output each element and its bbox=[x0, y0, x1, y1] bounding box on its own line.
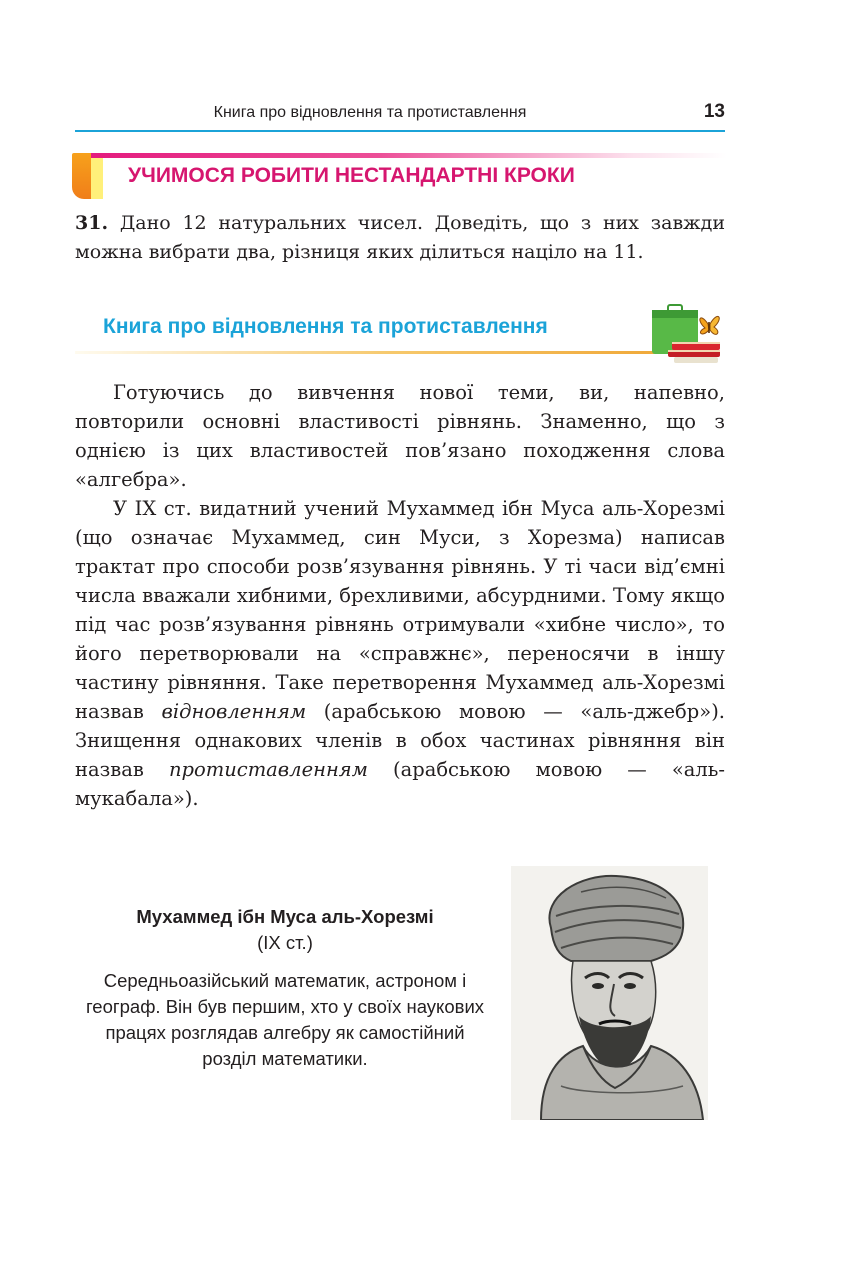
paragraph-2 bbox=[75, 494, 725, 813]
biography-period: (IX ст.) bbox=[257, 932, 313, 953]
portrait-image bbox=[511, 866, 708, 1120]
paragraph-2-part-a: У IX ст. видатний учений Мухаммед ібн Муса аль-Хорезмі (що означає Мухаммед, син Муси, з Хорезма) написав трактат про способи розв’язування рівнянь. У ті часи від’ємні числа вважали хибними, брехливими, абсурдними. Тому якщо під час розв’язування рівнянь отримували «хибне число», то його перетворювали на «справжнє», переносячи в іншу частину рівняння. Таке перетворення Мухаммед аль-Хорезмі назвав bbox=[75, 497, 725, 723]
article-body bbox=[75, 378, 725, 813]
paragraph-2-part-c: (арабською мовою — «аль-мукабала»). bbox=[75, 758, 725, 810]
term-protystavlennia: протиставленням bbox=[168, 758, 368, 781]
paragraph-2-part-b: (арабською мовою — «аль-джебр»). Знищення однакових членів в обох частинах рівняння він назвав bbox=[75, 700, 726, 781]
term-vidnovlennia: відновленням bbox=[161, 700, 307, 723]
paragraph-1: Готуючись до вивчення нової теми, ви, напевно, повторили основні властивості рівнянь. Знаменно, що з однією із цих властивостей пов’язано походження слова «алгебра». bbox=[75, 381, 725, 491]
page-number: 13 bbox=[703, 101, 725, 122]
running-header bbox=[75, 98, 725, 132]
banner-gradient-bar bbox=[91, 153, 727, 158]
biography-name: Мухаммед ібн Муса аль-Хорезмі bbox=[136, 906, 434, 927]
biography-description: Середньоазійський математик, астроном і географ. Він був першим, хто у своїх наукових працях розглядав алгебру як самостійний розділ математики. bbox=[85, 970, 485, 1069]
banner-title: УЧИМОСЯ РОБИТИ НЕСТАНДАРТНІ КРОКИ bbox=[128, 164, 575, 187]
biography-caption bbox=[80, 904, 490, 1072]
section-underline bbox=[75, 351, 655, 354]
problem-number: 31. bbox=[75, 212, 109, 234]
banner-orange-tab bbox=[72, 153, 91, 199]
problem-text: Дано 12 натуральних чисел. Доведіть, що з них завжди можна вибрати два, різниця яких ділиться націло на 11. bbox=[75, 212, 725, 263]
banner-yellow-tab bbox=[91, 158, 103, 199]
running-title: Книга про відновлення та протиставлення bbox=[213, 104, 527, 121]
section-heading bbox=[75, 300, 725, 364]
problem-31 bbox=[75, 209, 725, 267]
section-banner bbox=[72, 153, 727, 199]
section-title: Книга про відновлення та протиставлення bbox=[103, 315, 548, 338]
books-butterfly-icon bbox=[650, 302, 725, 364]
